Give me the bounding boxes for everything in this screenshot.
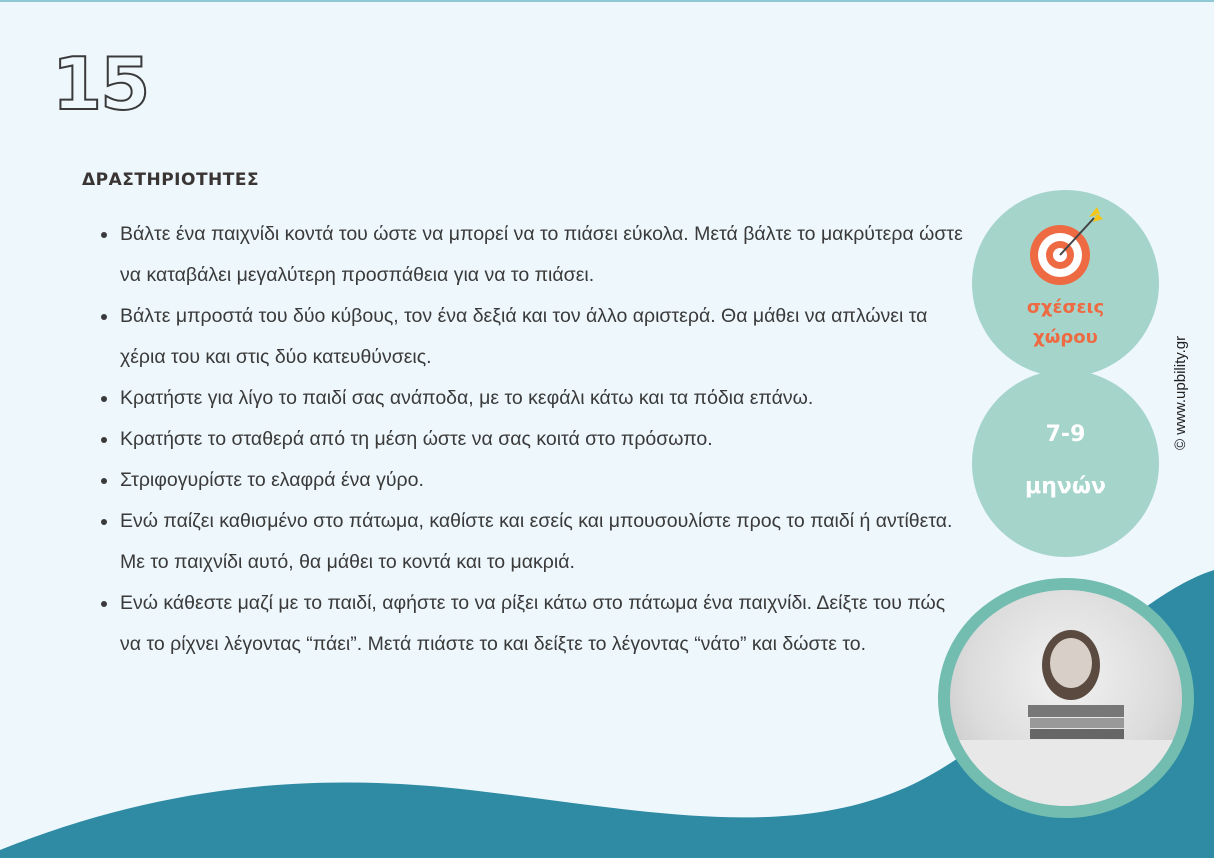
item-text: Κρατήστε το σταθερά από τη μέση ώστε να σας κοιτά στο πρόσωπο. xyxy=(120,428,713,450)
item-text: Βάλτε ένα παιχνίδι κοντά του ώστε να μπορεί να το πιάσει εύκολα. Μετά βάλτε το μακρύτερα ώστε να καταβάλει μεγαλύτερη προσπάθεια για να το πιάσει. xyxy=(120,223,963,286)
bullet-icon xyxy=(101,314,107,320)
bullet-icon xyxy=(101,519,107,525)
category-badge xyxy=(972,190,1159,377)
item-text: Βάλτε μπροστά του δύο κύβους, τον ένα δεξιά και τον άλλο αριστερά. Θα μάθει να απλώνει τα χέρια του και στις δύο κατευθύνσεις. xyxy=(120,305,928,368)
item-text: Κρατήστε για λίγο το παιδί σας ανάποδα, με το κεφάλι κάτω και τα πόδια επάνω. xyxy=(120,387,814,409)
target-icon xyxy=(1027,205,1109,287)
category-line2: χώρου xyxy=(1033,327,1098,348)
section-heading: ΔΡΑΣΤΗΡΙΟΤΗΤΕΣ xyxy=(82,170,260,190)
bullet-icon xyxy=(101,232,107,238)
bullet-icon xyxy=(101,601,107,607)
list-item xyxy=(120,460,965,501)
item-text: Στριφογυρίστε το ελαφρά ένα γύρο. xyxy=(120,469,424,491)
page-number: 15 xyxy=(52,42,149,126)
age-badge xyxy=(972,370,1159,557)
copyright: © www.upbility.gr xyxy=(1172,335,1189,450)
bullet-icon xyxy=(101,396,107,402)
bullet-icon xyxy=(101,478,107,484)
item-text: Ενώ κάθεστε μαζί με το παιδί, αφήστε το να ρίξει κάτω στο πάτωμα ένα παιχνίδι. Δείξτε του πώς να το ρίχνει λέγοντας “πάει”. Μετά πιάστε το και δείξτε το λέγοντας “νάτο” και δώστε το. xyxy=(120,592,946,655)
child-photo xyxy=(950,590,1182,806)
age-unit: μηνών xyxy=(1025,474,1106,499)
activity-list xyxy=(100,214,965,665)
list-item xyxy=(120,296,965,378)
photo-frame xyxy=(938,578,1194,818)
category-line1: σχέσεις xyxy=(1026,297,1105,318)
list-item xyxy=(120,214,965,296)
age-range: 7-9 xyxy=(1045,422,1086,447)
list-item xyxy=(120,583,965,665)
bullet-icon xyxy=(101,437,107,443)
list-item xyxy=(120,378,965,419)
item-text: Ενώ παίζει καθισμένο στο πάτωμα, καθίστε και εσείς και μπουσουλίστε προς το παιδί ή αντίθετα. Με το παιχνίδι αυτό, θα μάθει το κοντά και το μακριά. xyxy=(120,510,953,573)
list-item xyxy=(120,419,965,460)
list-item xyxy=(120,501,965,583)
